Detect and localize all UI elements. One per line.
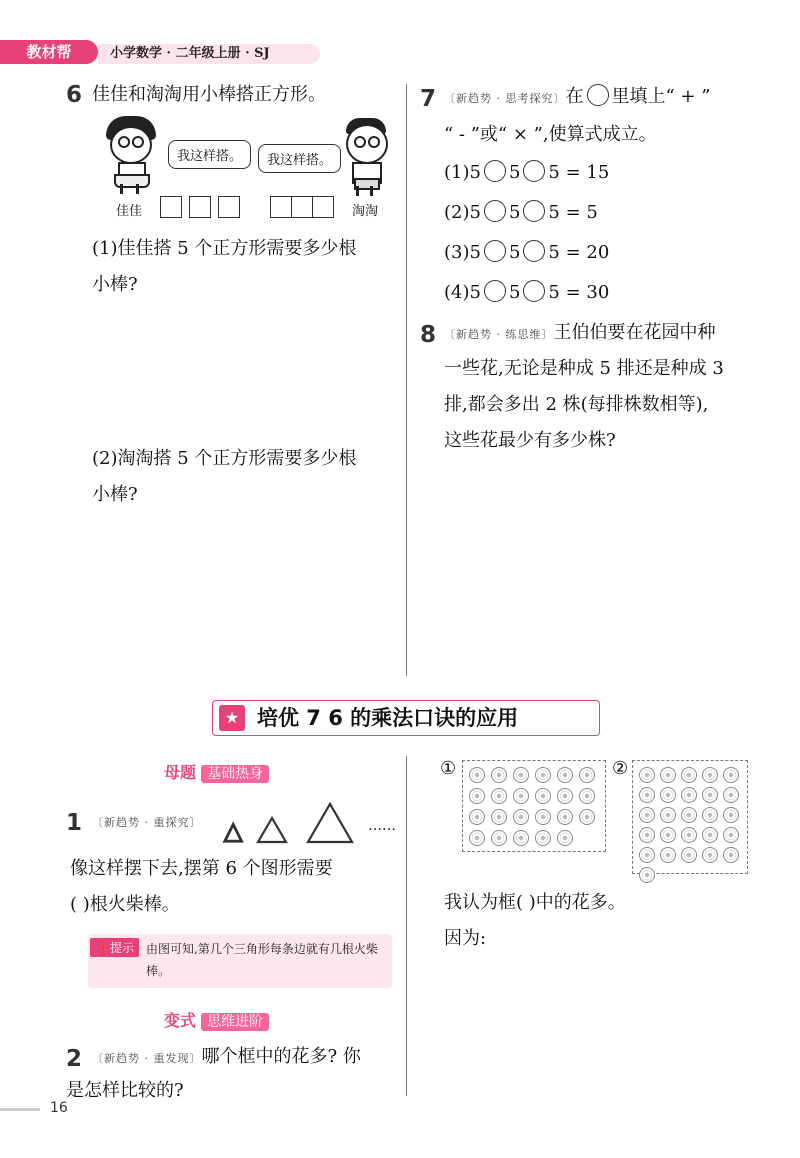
- flower-icon: [639, 807, 655, 823]
- boy-square: [312, 196, 334, 218]
- triangle-sequence: [222, 790, 372, 846]
- girl-speech-bubble: 我这样搭。: [168, 140, 251, 169]
- flower-icon: [702, 847, 718, 863]
- flower-box-1: [462, 760, 606, 852]
- variant-sub: 思维进阶: [201, 1013, 269, 1031]
- flower-icon: [469, 767, 485, 783]
- flower-icon: [660, 847, 676, 863]
- column-divider-top: [406, 84, 407, 676]
- flower-icon: [579, 767, 595, 783]
- flower-icon: [723, 847, 739, 863]
- flower-icon: [723, 787, 739, 803]
- q7-item-1: [444, 156, 609, 190]
- q8-line3: 排,都会多出 2 株(每排株数相等),: [444, 394, 709, 415]
- star-icon: ★: [219, 705, 245, 731]
- flower-icon: [557, 830, 573, 846]
- flower-icon: [513, 830, 529, 846]
- variant-main: 变式: [164, 1011, 197, 1030]
- page-number: 16: [50, 1100, 68, 1116]
- boy-square: [291, 196, 313, 218]
- q6-number: 6: [66, 82, 83, 108]
- q7-item-mid: 5: [508, 202, 521, 223]
- flower-icon: [702, 827, 718, 843]
- q1-tag: 〔新趋势 · 重探究〕: [92, 816, 202, 829]
- q2-tag: 〔新趋势 · 重发现〕: [92, 1052, 202, 1065]
- flower-icon: [723, 807, 739, 823]
- flower-icon: [513, 788, 529, 804]
- q7-item-mid: 5: [508, 162, 521, 183]
- flower-icon: [681, 827, 697, 843]
- q2-number: 2: [66, 1046, 83, 1072]
- flower-icon: [681, 787, 697, 803]
- flower-icon: [557, 809, 573, 825]
- page-bar: [0, 1108, 40, 1111]
- blank-circle-icon[interactable]: [484, 160, 506, 182]
- flower-icon: [557, 767, 573, 783]
- hint-label: [90, 938, 139, 957]
- flower-icon: [639, 767, 655, 783]
- blank-circle-icon: [587, 84, 609, 106]
- mother-label: [164, 760, 269, 783]
- flower-icon: [723, 827, 739, 843]
- flower-icon: [660, 787, 676, 803]
- flower-icon: [469, 830, 485, 846]
- q2-line1: [92, 1040, 361, 1076]
- section-banner: [212, 700, 600, 736]
- q6-part1-line1: (1)佳佳搭 5 个正方形需要多少根: [92, 238, 357, 259]
- boy-name: 淘淘: [352, 204, 379, 219]
- q8-line4: 这些花最少有多少株?: [444, 430, 616, 451]
- q7-tag: 〔新趋势 · 思考探究〕: [444, 92, 566, 105]
- q8-line1: [444, 316, 716, 352]
- mother-sub: 基础热身: [201, 765, 269, 783]
- q1-dots: ……: [368, 818, 396, 834]
- girl-square: [160, 196, 182, 218]
- flower-icon: [681, 767, 697, 783]
- q6-stem: 佳佳和淘淘用小棒搭正方形。: [92, 84, 326, 105]
- section-title: 培优 7 6 的乘法口诀的应用: [257, 706, 519, 730]
- q1-line2: ( )根火柴棒。: [70, 894, 180, 915]
- boy-speech-bubble: 我这样搭。: [258, 144, 341, 173]
- flower-icon: [491, 767, 507, 783]
- q1-line1: 像这样摆下去,摆第 6 个图形需要: [70, 858, 333, 879]
- flower-icon: [639, 787, 655, 803]
- flower-icon: [535, 767, 551, 783]
- flower-icon: [513, 809, 529, 825]
- flower-icon: [491, 830, 507, 846]
- variant-label: [164, 1008, 269, 1031]
- girl-name: 佳佳: [116, 204, 143, 219]
- q7-stem: [444, 80, 710, 116]
- q7-stem-a: 在: [565, 86, 584, 107]
- mother-main: 母题: [164, 763, 197, 782]
- q7-item-end: 5 = 30: [548, 282, 610, 303]
- q8-line2: 一些花,无论是种成 5 排还是种成 3: [444, 358, 724, 379]
- flower-box-2: [632, 760, 748, 874]
- flower-icon: [579, 809, 595, 825]
- triangle-1: [225, 824, 242, 841]
- flower-icon: [639, 847, 655, 863]
- blank-circle-icon[interactable]: [523, 160, 545, 182]
- header-tab: 教材帮: [0, 40, 98, 64]
- q6-part2-line1: (2)淘淘搭 5 个正方形需要多少根: [92, 448, 357, 469]
- flower-icon: [491, 809, 507, 825]
- boy-illustration: [342, 118, 392, 198]
- q7-item-end: 5 = 5: [548, 202, 598, 223]
- q7-item-label: (4)5: [444, 282, 481, 303]
- q8-line1-text: 王伯伯要在花园中种: [553, 322, 716, 343]
- girl-illustration: [104, 116, 158, 196]
- flower-icon: [660, 827, 676, 843]
- q7-item-label: (1)5: [444, 162, 481, 183]
- triangle-2: [258, 818, 286, 842]
- hint-text: 由图可知,第几个三角形每条边就有几根火柴棒。: [146, 942, 378, 978]
- flower-icon: [535, 809, 551, 825]
- blank-circle-icon[interactable]: [484, 280, 506, 302]
- q7-stem-line2: “ - ”或“ × ”,使算式成立。: [444, 124, 657, 145]
- flower-icon: [723, 767, 739, 783]
- q7-item-mid: 5: [508, 242, 521, 263]
- triangle-3: [308, 804, 352, 842]
- q7-item-label: (3)5: [444, 242, 481, 263]
- blank-circle-icon[interactable]: [523, 200, 545, 222]
- flower-icon: [639, 827, 655, 843]
- blank-circle-icon[interactable]: [484, 240, 506, 262]
- q6-part1-line2: 小棒?: [92, 274, 138, 295]
- boy-square: [270, 196, 292, 218]
- q7-item-4: [444, 276, 609, 310]
- flower-icon: [702, 787, 718, 803]
- q7-item-end: 5 = 15: [548, 162, 610, 183]
- q6-part2-line2: 小棒?: [92, 484, 138, 505]
- flower-icon: [660, 767, 676, 783]
- flower-icon: [702, 807, 718, 823]
- q2-line2: 是怎样比较的?: [66, 1080, 184, 1101]
- flower-icon: [681, 807, 697, 823]
- q7-item-end: 5 = 20: [548, 242, 610, 263]
- flower-icon: [535, 830, 551, 846]
- q2-reason: 因为:: [444, 928, 487, 949]
- flower-icon: [557, 788, 573, 804]
- q7-stem-b: 里填上“ + ”: [611, 86, 711, 107]
- flower-icon: [681, 847, 697, 863]
- flower-icon: [513, 767, 529, 783]
- column-divider-bottom: [406, 756, 407, 1096]
- blank-circle-icon[interactable]: [523, 280, 545, 302]
- box1-label: ①: [440, 758, 457, 779]
- q7-item-label: (2)5: [444, 202, 481, 223]
- flower-icon: [491, 788, 507, 804]
- blank-circle-icon[interactable]: [484, 200, 506, 222]
- flower-icon: [639, 867, 655, 883]
- blank-circle-icon[interactable]: [523, 240, 545, 262]
- box2-label: ②: [612, 758, 629, 779]
- q1-number: 1: [66, 810, 83, 836]
- hint-label-text: 提示: [109, 941, 134, 955]
- girl-square: [218, 196, 240, 218]
- flower-icon: [660, 807, 676, 823]
- q2-answer-line: 我认为框( )中的花多。: [444, 892, 626, 913]
- q8-number: 8: [420, 322, 437, 348]
- flower-icon: [579, 788, 595, 804]
- flower-icon: [469, 809, 485, 825]
- girl-square: [189, 196, 211, 218]
- flower-icon: [535, 788, 551, 804]
- q8-tag: 〔新趋势 · 练思维〕: [444, 328, 554, 341]
- hint-icon: ❗: [95, 941, 110, 955]
- flower-icon: [702, 767, 718, 783]
- q7-item-mid: 5: [508, 282, 521, 303]
- hint-box: [88, 934, 392, 988]
- flower-icon: [469, 788, 485, 804]
- q7-item-3: [444, 236, 609, 270]
- header-title: 小学数学 · 二年级上册 · SJ: [98, 44, 320, 64]
- q7-number: 7: [420, 86, 437, 112]
- q2-line1-text: 哪个框中的花多? 你: [201, 1046, 361, 1067]
- q7-item-2: [444, 196, 598, 230]
